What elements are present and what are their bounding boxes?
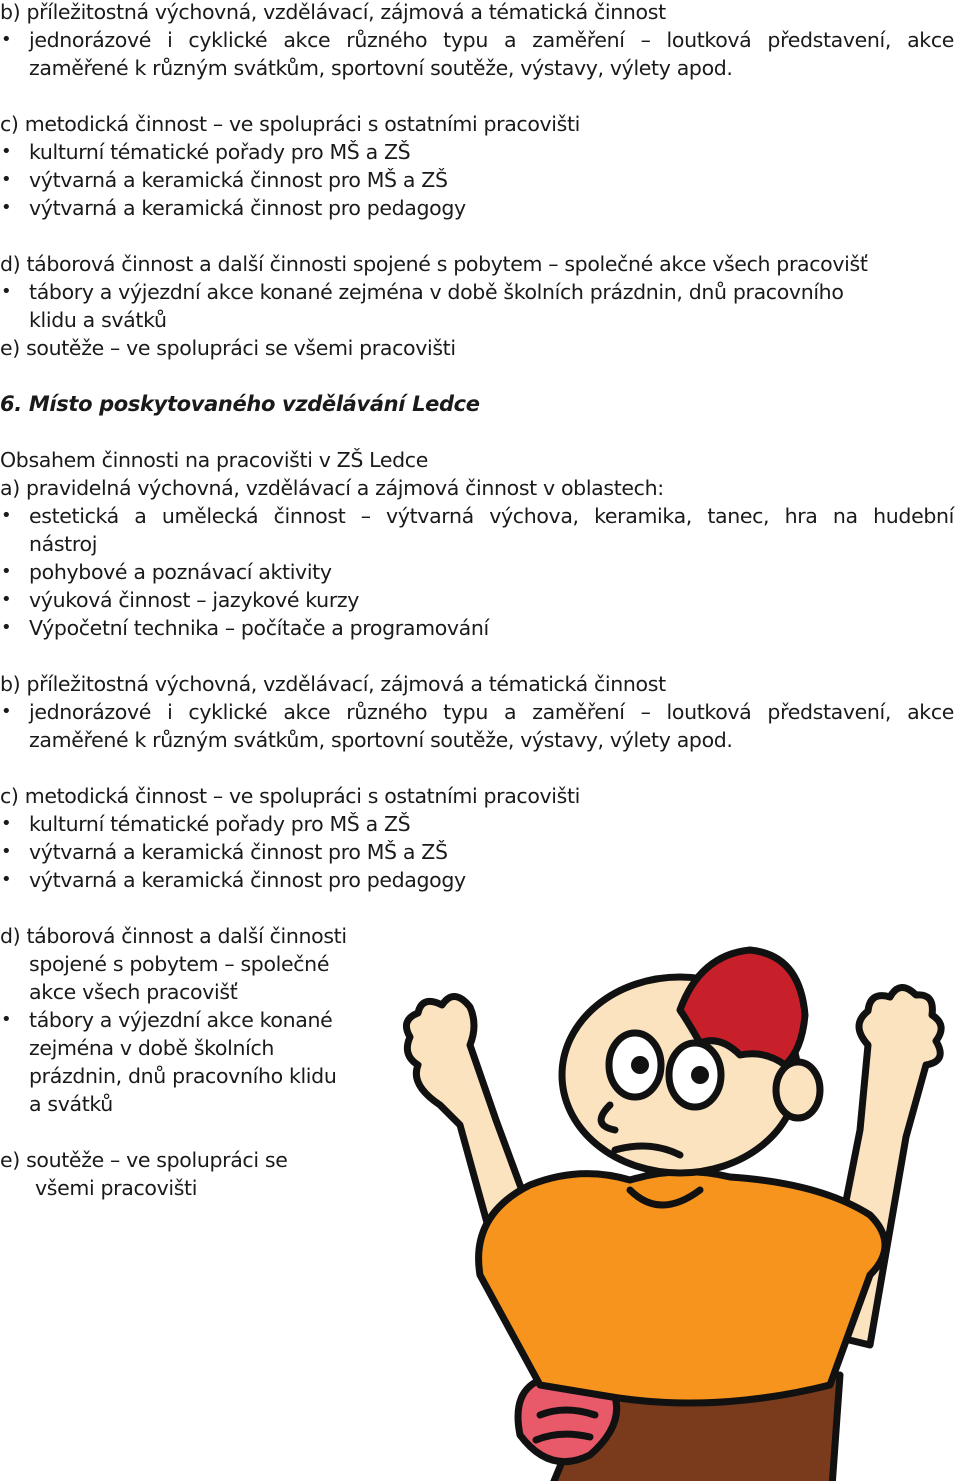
list-item-continuation: klidu a svátků: [29, 308, 167, 332]
shirt: [479, 1172, 885, 1403]
list-item-continuation: zejména v době školních: [29, 1036, 275, 1060]
section-b-heading: b) příležitostná výchovná, vzdělávací, zájmová a tématická činnost: [0, 672, 666, 696]
section-6-intro: Obsahem činnosti na pracovišti v ZŠ Ledce: [0, 448, 428, 472]
list-item-continuation: a svátků: [29, 1092, 113, 1116]
section-e-heading: e) soutěže – ve spolupráci se všemi pracovišti: [0, 336, 456, 360]
section-e-heading-cont: všemi pracovišti: [35, 1176, 198, 1200]
section-6-title: 6. Místo poskytovaného vzdělávání Ledce: [0, 392, 480, 416]
section-a-heading: a) pravidelná výchovná, vzdělávací a zájmová činnost v oblastech:: [0, 476, 664, 500]
document-page: b) příležitostná výchovná, vzdělávací, zájmová a tématická činnost • jednorázové i cyklické akce různého typu a zaměření – loutková představení, akce zaměřené k různým svátkům, sportovní soutěže, výstavy, výlety apod. c) metodická činnost – ve spolupráci s ostatními pracovišti • kulturní tématické pořady pro MŠ a ZŠ • výtvarná a keramická činnost pro MŠ a ZŠ • výtvarná a keramická činnost pro pedagogy d) táborová činnost a další činnosti spojené s pobytem – společné akce všech pracovišť • tábory a výjezdní akce konané zejména v době školních prázdnin, dnů pracovního klidu a svátků e) soutěže – ve spolupráci se všemi pracovišti 6. Místo poskytovaného vzdělávání Ledce Obsahem činnosti na pracovišti v ZŠ Ledce a) pravidelná výchovná, vzdělávací a zájmová činnost v oblastech: • estetická a umělecká činnost – výtvarná výchova, keramika, tanec, hra na hudební nástroj • pohybové a poznávací aktivity • výuková činnost – jazykové kurzy • Výpočetní technika – počítače a programování b) příležitostná výchovná, vzdělávací, zájmová a tématická činnost • jednorázové i cyklické akce různého typu a zaměření – loutková představení, akce zaměřené k různým svátkům, sportovní soutěže, výstavy, výlety apod. c) metodická činnost – ve spolupráci s ostatními pracovišti • kulturní tématické pořady pro MŠ a ZŠ • výtvarná a keramická činnost pro MŠ a ZŠ • výtvarná a keramická činnost pro pedagogy d) táborová činnost a další činnosti spojené s pobytem – společné akce všech pracovišť • tábory a výjezdní akce konané zejména v době školních prázdnin, dnů pracovního klidu a svátků e) soutěže – ve spolupráci se všemi pracovišti: [0, 0, 960, 1481]
section-c-heading: c) metodická činnost – ve spolupráci s ostatními pracovišti: [0, 112, 581, 136]
section-e-heading: e) soutěže – ve spolupráci se: [0, 1148, 288, 1172]
list-item-continuation: zaměřené k různým svátkům, sportovní soutěže, výstavy, výlety apod.: [29, 728, 733, 752]
section-b-heading: b) příležitostná výchovná, vzdělávací, zájmová a tématická činnost: [0, 0, 666, 24]
section-c-heading: c) metodická činnost – ve spolupráci s ostatními pracovišti: [0, 784, 581, 808]
section-d-heading-cont: akce všech pracovišť: [29, 980, 238, 1004]
list-item-continuation: zaměřené k různým svátkům, sportovní soutěže, výstavy, výlety apod.: [29, 56, 733, 80]
section-d-heading: d) táborová činnost a další činnosti: [0, 924, 347, 948]
cartoon-boy-illustration: [400, 915, 960, 1481]
section-d-heading-cont: spojené s pobytem – společné: [29, 952, 330, 976]
list-item-continuation: prázdnin, dnů pracovního klidu: [29, 1064, 337, 1088]
bullet: •: [1, 29, 12, 50]
section-d-heading: d) táborová činnost a další činnosti spojené s pobytem – společné akce všech pracovišť: [0, 252, 868, 276]
list-item-continuation: nástroj: [29, 532, 98, 556]
